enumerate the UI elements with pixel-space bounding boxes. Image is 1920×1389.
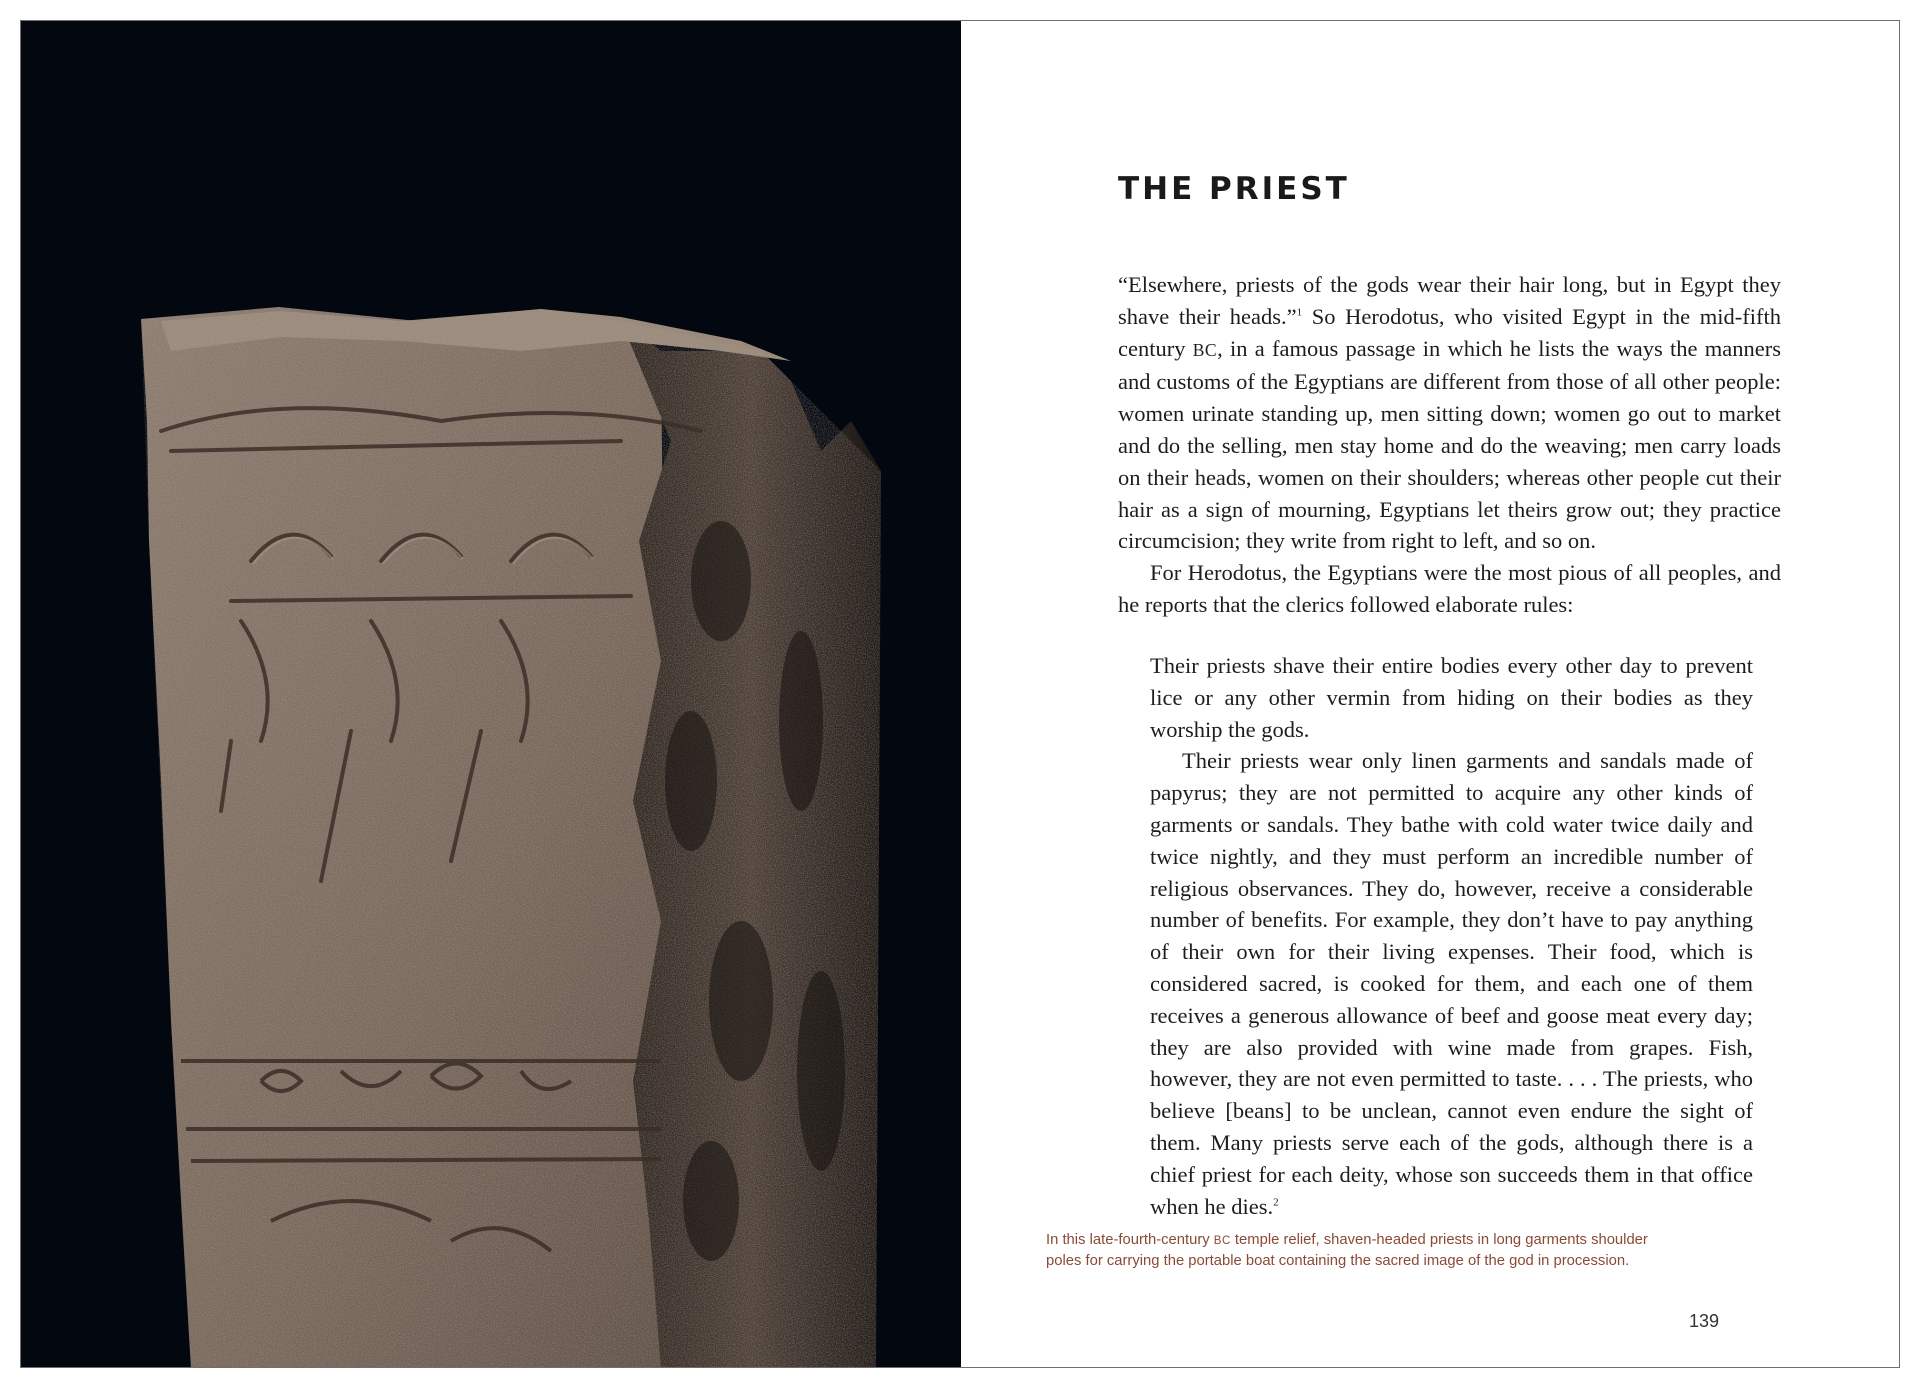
- era-abbreviation: BC: [1213, 1235, 1231, 1247]
- quote-paragraph: Their priests shave their entire bodies every other day to prevent lice or any other vermin from hiding on their bodies as they worship the gods.: [1150, 653, 1753, 742]
- footnote-marker[interactable]: 2: [1273, 1196, 1279, 1209]
- footnote-marker[interactable]: 1: [1296, 306, 1303, 319]
- quote-paragraph: Their priests wear only linen garments and sandals made of papyrus; they are not permitted to acquire any other kinds of garments or sandals. They bathe with cold water twice daily and twice nightly, and they must perform an incredible number of religious observances. They do, however, receive a considerable number of benefits. For example, they don’t have to pay anything of their own for their living expenses. Their food, which is considered sacred, is cooked for them, and each one of them receives a generous allowance of beef and goose meat every day; they are also provided with wine made from grapes. Fish, however, they are not even permitted to taste. . . . The priests, who believe [beans] to be unclean, cannot even endure the sight of them. Many priests serve each of the gods, although there is a chief priest for each deity, whose son succeeds them in that office when he dies.$^2$: [1150, 748, 1753, 1219]
- page-number: 139: [1689, 1311, 1720, 1331]
- temple-relief-photo: [21, 21, 961, 1368]
- book-spread: [20, 20, 1900, 1368]
- chapter-title: THE PRIEST: [1118, 171, 1350, 207]
- paragraph: “Elsewhere, priests of the gods wear their hair long, but in Egypt they shave their heads.”$^1$ So Herodotus, who visited Egypt in the mid-fifth century BC, in a famous passage in which he lists the ways the manners and customs of the Egyptians are different from those of all other people: women urinate standing up, men sitting down; women go out to market and do the selling, men stay home and do the weaving; men carry loads on their heads, women on their shoulders; whereas other people cut their hair as a sign of mourning, Egyptians let theirs grow out; they practice circumcision; they write from right to left, and so on.: [1118, 272, 1781, 554]
- era-abbreviation: BC: [1192, 339, 1218, 360]
- image-caption: In this late-fourth-century BC temple relief, shaven-headed priests in long garments shoulder poles for carrying the portable boat containing the sacred image of the god in procession.: [1046, 1232, 1648, 1269]
- body-text: [1118, 269, 1781, 621]
- block-quote: [1150, 650, 1753, 1222]
- paragraph: For Herodotus, the Egyptians were the most pious of all peoples, and he reports that the clerics followed elaborate rules:: [1118, 560, 1781, 617]
- stone-relief-image: [21, 21, 961, 1368]
- text-page: [961, 21, 1900, 1368]
